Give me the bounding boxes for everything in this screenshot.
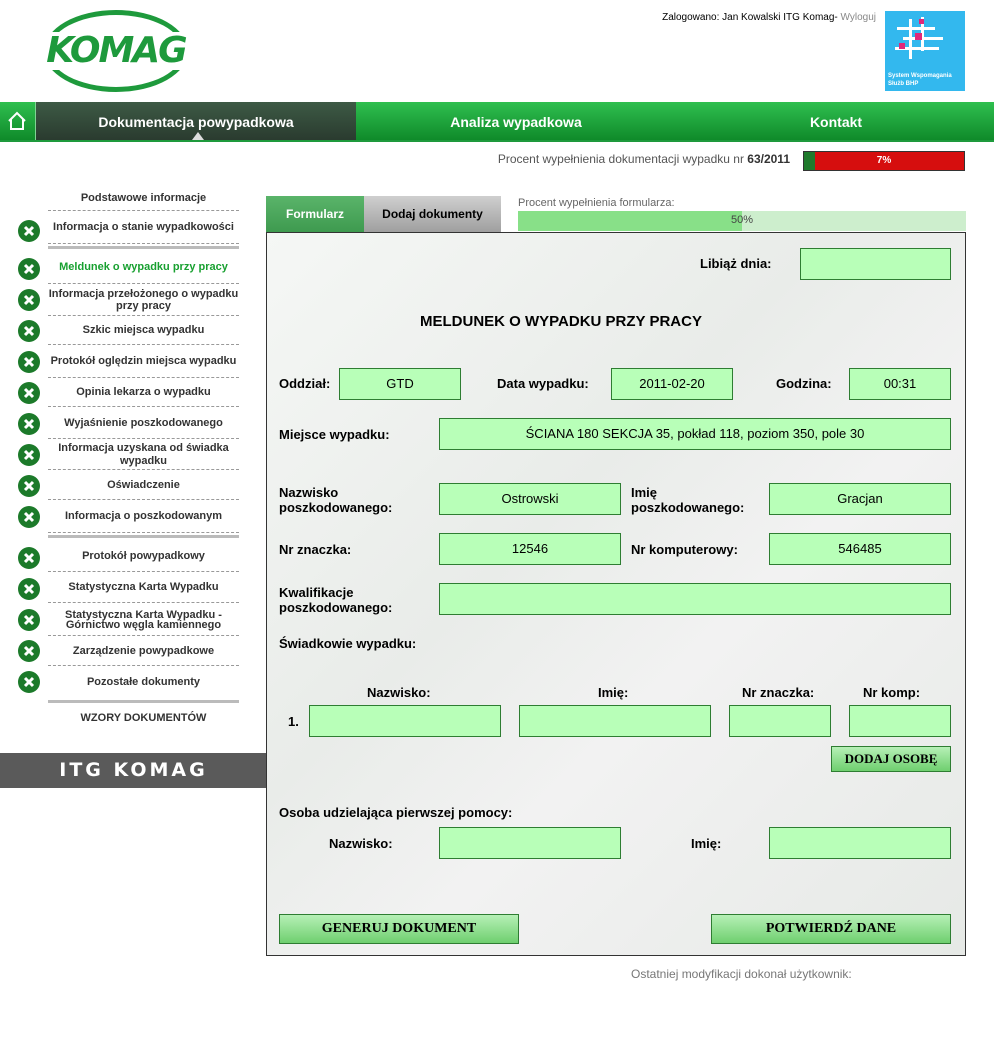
badge-input[interactable]: 12546 xyxy=(439,533,621,565)
time-input[interactable]: 00:31 xyxy=(849,368,951,400)
sidebar-item-opinia-lekarza[interactable]: Opinia lekarza o wypadku xyxy=(48,379,239,407)
nav-kontakt[interactable]: Kontakt xyxy=(809,114,863,130)
status-x-icon xyxy=(18,289,40,311)
system-caption xyxy=(888,72,952,88)
form-progress-label: Procent wypełnienia formularza: xyxy=(518,197,675,209)
sidebar-item-stan-wypadkowosci[interactable]: Informacja o stanie wypadkowości xyxy=(48,212,239,244)
accident-date-label: Data wypadku: xyxy=(497,376,589,391)
victim-surname-label xyxy=(279,485,392,515)
sidebar-item-zarzadzenie[interactable]: Zarządzenie powypadkowe xyxy=(48,637,239,666)
first-aid-surname-label: Nazwisko: xyxy=(329,836,393,851)
tab-dodaj-dokumenty[interactable]: Dodaj dokumenty xyxy=(364,196,501,232)
system-caption-line1: System Wspomagania xyxy=(888,73,952,79)
witness-col-computer: Nr komp: xyxy=(863,685,921,700)
computer-no-input[interactable]: 546485 xyxy=(769,533,951,565)
badge-label: Nr znaczka: xyxy=(279,542,352,557)
first-aid-surname-input[interactable] xyxy=(439,827,621,859)
witness-name-input[interactable] xyxy=(519,705,711,737)
victim-firstname-label-line1: Imię xyxy=(631,485,658,500)
status-x-icon xyxy=(18,609,40,631)
sidebar-item-podstawowe[interactable]: Podstawowe informacje xyxy=(48,186,239,211)
first-aid-label: Osoba udzielająca pierwszej pomocy: xyxy=(279,805,513,820)
first-aid-name-label: Imię: xyxy=(691,836,722,851)
logout-link[interactable]: Wyloguj xyxy=(840,12,876,23)
case-number: 63/2011 xyxy=(747,152,790,166)
doc-progress-text: Procent wypełnienia dokumentacji wypadku nr xyxy=(497,152,748,166)
qualifications-label-line2: poszkodowanego: xyxy=(279,600,393,615)
status-x-icon xyxy=(18,640,40,662)
confirm-data-button[interactable]: POTWIERDŹ DANE xyxy=(711,914,951,944)
status-x-icon xyxy=(18,258,40,280)
nav-underline xyxy=(0,140,994,142)
sidebar-item-wzory[interactable]: WZORY DOKUMENTÓW xyxy=(80,711,207,724)
qualifications-label xyxy=(279,585,392,615)
add-person-button[interactable]: DODAJ OSOBĘ xyxy=(831,746,951,772)
status-x-icon xyxy=(18,351,40,373)
qualifications-label-line1: Kwalifikacje xyxy=(279,585,354,600)
nav-active-caret-icon xyxy=(192,132,204,140)
system-logo[interactable] xyxy=(885,11,965,91)
location-input[interactable]: ŚCIANA 180 SEKCJA 35, pokład 118, poziom 350, pole 30 xyxy=(439,418,951,450)
status-x-icon xyxy=(18,547,40,569)
home-icon xyxy=(7,111,27,131)
login-dash: - xyxy=(834,12,841,23)
sidebar-item-karta-gornictwo[interactable]: Statystyczna Karta Wypadku - Górnictwo węgla kamiennego xyxy=(48,604,239,636)
witness-computer-input[interactable] xyxy=(849,705,951,737)
generate-document-button[interactable]: GENERUJ DOKUMENT xyxy=(279,914,519,944)
form-progress-bar xyxy=(518,211,966,231)
sidebar-separator xyxy=(48,700,239,703)
sidebar-item-poszkodowany[interactable]: Informacja o poszkodowanym xyxy=(48,501,239,533)
sidebar-item-wyjasnienie[interactable]: Wyjaśnienie poszkodowanego xyxy=(48,408,239,439)
sidebar-item-informacja-przelozonego[interactable]: Informacja przełożonego o wypadku przy pracy xyxy=(48,285,239,316)
witness-row-number: 1. xyxy=(288,714,299,729)
nav-dokumentacja[interactable]: Dokumentacja powypadkowa xyxy=(98,114,294,130)
komag-logo[interactable] xyxy=(44,10,188,92)
status-x-icon xyxy=(18,413,40,435)
nav-analiza[interactable]: Analiza wypadkowa xyxy=(450,114,582,130)
doc-progress-bar xyxy=(803,151,965,171)
doc-progress-percent: 7% xyxy=(876,155,892,166)
victim-surname-label-line1: Nazwisko xyxy=(279,485,339,500)
sidebar-item-karta-wypadku[interactable]: Statystyczna Karta Wypadku xyxy=(48,573,239,603)
status-x-icon xyxy=(18,506,40,528)
dept-label: Oddział: xyxy=(279,376,331,391)
witnesses-label: Świadkowie wypadku: xyxy=(279,636,417,651)
sidebar-item-szkic[interactable]: Szkic miejsca wypadku xyxy=(48,317,239,345)
system-logo-icon xyxy=(885,11,965,67)
form-title: MELDUNEK O WYPADKU PRZY PRACY xyxy=(420,313,702,330)
main-nav xyxy=(0,102,994,140)
doc-progress-label xyxy=(440,152,790,166)
sidebar-item-pozostale[interactable]: Pozostałe dokumenty xyxy=(86,676,201,689)
status-x-icon xyxy=(18,671,40,693)
itg-komag-banner: ITG KOMAG xyxy=(0,753,267,788)
first-aid-name-input[interactable] xyxy=(769,827,951,859)
witness-col-name: Imię: xyxy=(598,685,629,700)
system-caption-line2: Służb BHP xyxy=(888,81,919,87)
sidebar-item-protokol-ogledzin[interactable]: Protokół oględzin miejsca wypadku xyxy=(48,346,239,378)
sidebar-separator xyxy=(48,246,239,249)
victim-firstname-label xyxy=(631,485,744,515)
logged-user: Zalogowano: Jan Kowalski ITG Komag xyxy=(662,12,835,23)
sidebar-item-swiadek[interactable]: Informacja uzyskana od świadka wypadku xyxy=(48,440,239,470)
sidebar-item-protokol-powypadkowy[interactable]: Protokół powypadkowy xyxy=(48,542,239,572)
tab-formularz[interactable]: Formularz xyxy=(266,196,364,232)
computer-no-label: Nr komputerowy: xyxy=(631,542,738,557)
logo-text: KOMAG xyxy=(44,32,188,70)
witness-surname-input[interactable] xyxy=(309,705,501,737)
place-date-label: Libiąż dnia: xyxy=(700,256,772,271)
status-x-icon xyxy=(18,444,40,466)
status-x-icon xyxy=(18,320,40,342)
sidebar-separator xyxy=(48,535,239,538)
time-label: Godzina: xyxy=(776,376,832,391)
home-button[interactable] xyxy=(0,102,36,140)
dept-input[interactable]: GTD xyxy=(339,368,461,400)
place-date-input[interactable] xyxy=(800,248,951,280)
form-progress-percent: 50% xyxy=(730,214,754,226)
last-modified-note: Ostatniej modyfikacji dokonał użytkownik: xyxy=(631,967,852,981)
witness-badge-input[interactable] xyxy=(729,705,831,737)
victim-surname-input[interactable]: Ostrowski xyxy=(439,483,621,515)
qualifications-input[interactable] xyxy=(439,583,951,615)
status-x-icon xyxy=(18,578,40,600)
login-status xyxy=(600,12,876,23)
status-x-icon xyxy=(18,220,40,242)
accident-date-input[interactable]: 2011-02-20 xyxy=(611,368,733,400)
status-x-icon xyxy=(18,475,40,497)
victim-firstname-input[interactable]: Gracjan xyxy=(769,483,951,515)
witness-col-badge: Nr znaczka: xyxy=(742,685,815,700)
status-x-icon xyxy=(18,382,40,404)
witness-col-surname: Nazwisko: xyxy=(367,685,431,700)
location-label: Miejsce wypadku: xyxy=(279,427,390,442)
victim-firstname-label-line2: poszkodowanego: xyxy=(631,500,745,515)
sidebar-item-oswiadczenie[interactable]: Oświadczenie xyxy=(48,471,239,500)
sidebar-item-meldunek[interactable]: Meldunek o wypadku przy pracy xyxy=(48,252,239,284)
victim-surname-label-line2: poszkodowanego: xyxy=(279,500,393,515)
